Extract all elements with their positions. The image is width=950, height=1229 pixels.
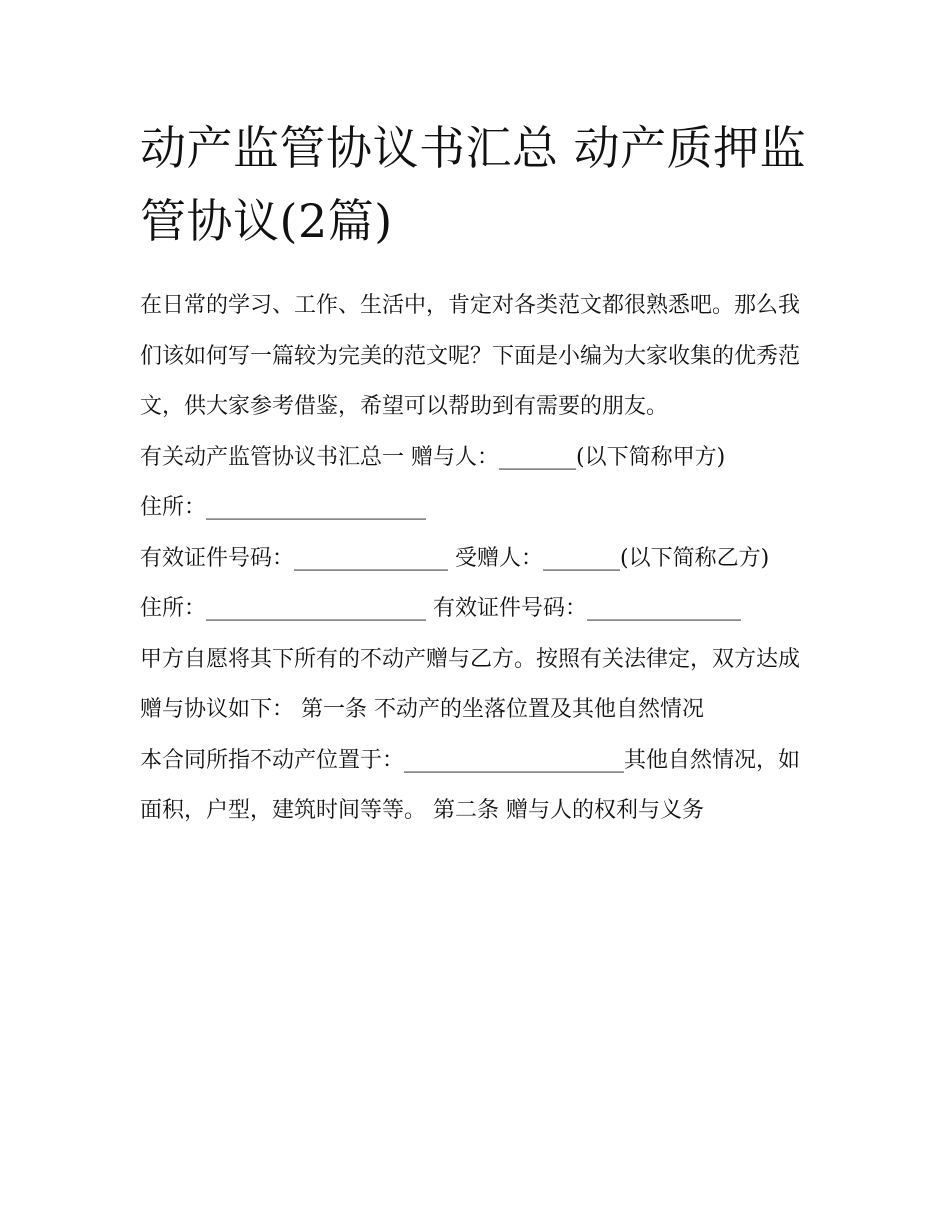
document-title: 动产监管协议书汇总 动产质押监管协议(2篇) (140, 121, 807, 248)
donor-line: 有关动产监管协议书汇总一 赠与人：_______(以下简称甲方) (140, 444, 726, 470)
document-body (140, 281, 815, 837)
intro-paragraph: 在日常的学习、工作、生活中，肯定对各类范文都很熟悉吧。那么我们该如何写一篇较为完美的范文呢？下面是小编为大家收集的优秀范文，供大家参考借鉴，希望可以帮助到有需要的朋友。 (140, 293, 801, 419)
donor-address-line: 住所：____________________ (140, 495, 427, 520)
agreement-article-one: 甲方自愿将其下所有的不动产赠与乙方。按照有关法律定，双方达成赠与协议如下： 第一条 不动产的坐落位置及其他自然情况 (140, 646, 801, 722)
recipient-address-id-line: 住所：____________________ 有效证件号码：______________ (140, 596, 741, 621)
donor-id-recipient-line: 有效证件号码：______________ 受赠人：_______(以下简称乙方) (140, 545, 770, 571)
property-location-article-two: 本合同所指不动产位置于：____________________其他自然情况，如面积，户型，建筑时间等等。 第二条 赠与人的权利与义务 (140, 747, 801, 823)
